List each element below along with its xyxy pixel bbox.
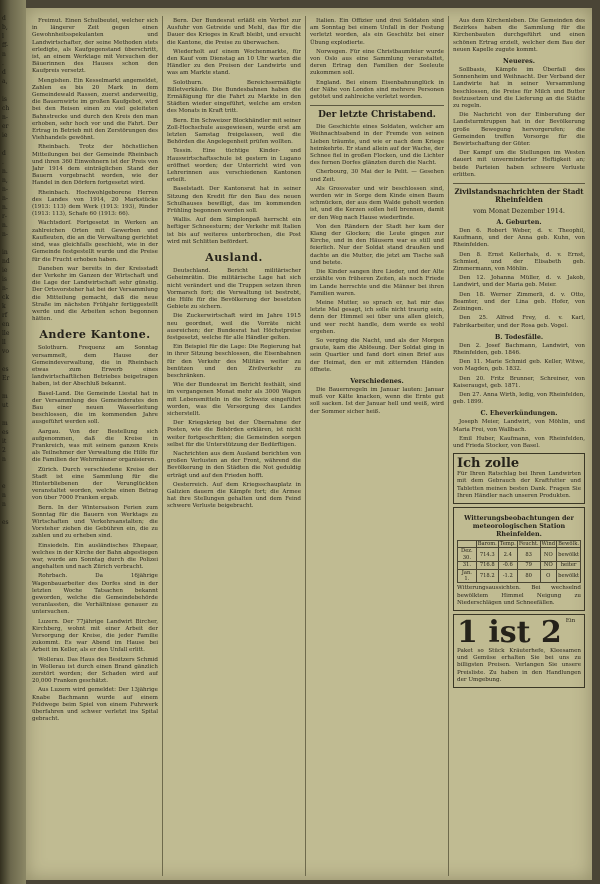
newspaper-sheet <box>26 8 592 880</box>
section-heading-neueres: Neueres. <box>503 57 535 66</box>
birth-entry: Den 25. Alfred Frey, d. v. Karl, Fabrikarbeiter, und der Rosa geb. Vogel. <box>453 315 585 329</box>
story-paragraph: Cherbourg, 30 Mai der le Pelit. — Gesehen und Zeit. <box>310 169 444 183</box>
ad-text: Für Ihren Ratschlag bei Ihren Landwirten mit dem Gebrauch der Kraftfutter und Tabletten meinen besten Dank. Fragen Sie Ihren Händler nach unseren Produkten. <box>457 471 581 499</box>
col2-article: Wallis. Auf dem Simplonpaß herrscht ein heftiger Schneesturm; der Verkehr mit Italien ist bis auf weiteres unterbrochen, die Post wird mit Schlitten befördert. <box>167 217 301 245</box>
col1-article: Solothurn. Frequenz am Sonntag versammelt, dem Hause der Gemeindeverwaltung, die in Rheinbach etwas zum Erwerb eines landwirtschaftlichen Betriebes beigetragen haben, ist der Abschluß bekannt. <box>32 345 158 388</box>
weather-note: Witterungsaussichten. Bei wechselnd bewölktem Himmel Neigung zu Niederschlägen und Schneefällen. <box>457 585 581 606</box>
death-entry: Den 2. Josef Bachmann, Landwirt, von Rheinfelden, geb. 1846. <box>453 342 585 356</box>
facing-page-edge <box>0 0 26 884</box>
birth-entry: Den 18. Werner Zimmerli, d. v. Otto, Beamter, und der Lina geb. Hofer, von Zeiningen. <box>453 291 585 313</box>
col1-article: Daneben war bereits in der Kreisstadt der Verkehr im Ganzen der Wirtschaft und die Lage der Landwirtschaft sehr günstig. Der Ortsvorsteher hat bei der Versammlung die Mitteilung gemacht, daß die neue Straße im nächsten Frühjahr fertiggestellt werde und die Arbeiten schon begonnen hätten. <box>32 265 158 323</box>
col2-article: Oesterreich. Auf dem Kriegsschauplatz in Galizien dauern die Kämpfe fort; die Armee hat ihre Stellungen gehalten und dem Feind schwere Verluste beigebracht. <box>167 481 301 510</box>
divider <box>310 105 444 106</box>
weather-box <box>453 507 585 611</box>
section-heading-zivilstand: Zivilstandsnachrichten der Stadt Rheinfelden <box>454 187 584 205</box>
col2-article: Tessin. Eine tüchtige Kinder- und Hauswirtschaftsschule ist gestern in Lugano eröffnet worden; der Unterricht wird von Lehrerinnen aus verschiedenen Kantonen erteilt. <box>167 148 301 184</box>
table-cell: NO <box>540 548 557 562</box>
marriages-heading: C. Eheverkündungen. <box>480 409 558 418</box>
story-paragraph: Von den Rändern der Stadt her kam der Klang der Glocken; die Leute gingen zur Kirche, und in den Häusern war es still und feierlich. Nur der Soldat stand draußen und dachte an die Mutter, die jetzt am Tische saß und betete. <box>310 223 444 266</box>
col2-article: Wiederholt auf einem Wochenmarkte, für den Kauf vom Dienstag an 10 Uhr warten die Händler zu den Preisen der Landwirte und was am Markte stand. <box>167 48 301 77</box>
col4-article: Der Kampf um die Stellungen im Westen dauert mit unverminderter Heftigkeit an; beide Parteien haben schwere Verluste erlitten. <box>453 150 585 178</box>
col1-article: Rheinbach. Trotz der höchstlichen Mitteilungen bei der Gemeinde Rheinbach und ihren 360 Einwohnern ist der Preis von Jahr 1914 dem einträglichen Stand der Bauern vorgebracht worden, wie der Handel in den Dörfern fortgesetzt wird. <box>32 144 158 187</box>
story-paragraph: Die Kinder sangen ihre Lieder, und der Alte erzählte von früheren Zeiten, als noch Friede im Lande herrschte und die Männer bei ihren Familien waren. <box>310 269 444 297</box>
col1-article: Einsiedeln. Ein ausländisches Ehepaar, welches in der Kirche der Bahn abgestiegen war, wurde am Sonntag durch die Polizei angehalten und nach Zürich verbracht. <box>32 542 158 571</box>
col2-article: Bern. Ein Schweizer Blockhändler mit seiner Zoll-Hochschule ausgewiesen, wurde erst am letzten Samstag freigelassen, weil die Behörden die Angelegenheit prüfen wollten. <box>167 117 301 146</box>
col1-article: Mengishen. Ein Kesselmarkt angemeldet, Zahlen es bis 20 Mark in dem Gemeindewald Rassen, zuerst anderweitig, die Bauernwirte im großen Kaufgebot, wird bei den Reisen einen zu viel geleiteten Bahnstrecke und durch den Kreis den man erhoben, sehr hoch vor und die Fahrt. Der Ertrag in Betrieb mit den Zerstörungen des Viehhandels gewöhnt. <box>32 77 158 142</box>
col2-bottom-articles <box>167 268 301 511</box>
story-paragraph: Meine Mutter, so sprach er, hat mir das letzte Mal gesagt, ich solle nicht traurig sein, denn der Himmel sei über uns allen gleich, und wer recht handle, dem werde es wohl ergehen. <box>310 299 444 335</box>
table-cell: Jan. 1. <box>458 569 477 583</box>
col1-article: Aargau. Von der Bestellung sich aufgenommen, daß die Kreise in Frankreich, was mit seinem ganzen Kreis als Teilnehmer der Verwaltung die Hilfe für die Familien der Wehrmänner organisieren. <box>32 428 158 464</box>
col2-top-articles <box>167 18 301 246</box>
advertisement-1-ist-2 <box>453 614 585 688</box>
table-row <box>458 562 581 569</box>
table-header: Temp. <box>499 540 516 547</box>
marriage-entry: Joseph Meier, Landwirt, von Möhlin, und Maria Frei, von Wallbach. <box>453 419 585 433</box>
story-paragraph: Als Grossvater und wir beschlossen sind, werden wir in Sorge dem Kinde einen Baum schmücken, der aus dem Walde geholt worden ist, und die Kerzen sollen hell brennen, damit er den Weg nach Hause wiederfinde. <box>310 185 444 221</box>
col1-article: Aus Luzern wird gemeldet: Der 13jährige Knabe Bachmann wurde auf einem Feldwege beim Spiel von einem Fuhrwerk überfahren und schwer verletzt ins Spital gebracht. <box>32 687 158 723</box>
column-1 <box>32 18 158 874</box>
col2-article: Solothurn. Bereichsermäßigte Billetverkäufe. Die Bundesbahnen haben die Ermäßigung für die Fahrt zu Markte in den Städten wieder eingeführt, welche am ersten des Monats in Kraft tritt. <box>167 79 301 115</box>
ad-big-title: 1 ist 2 <box>457 615 562 650</box>
section-heading-andere-kantone: Andere Kantone. <box>39 328 151 342</box>
table-row <box>458 548 581 562</box>
col1-article: Bern. In der Wintersaison Ferien zum Sonntag für die Bauern von Werktags zu Wirtschaften und Verkehrsanstalten; die Vorsteher ziehen die Gebühren ein, die zu zahlen und zu erheben sind. <box>32 504 158 540</box>
birth-entry: Den 8. Ernst Kellerhals, d. v. Ernst, Schmied, und der Elisabeth geb. Zimmermann, von Möhlin. <box>453 251 585 273</box>
table-cell: 79 <box>517 562 540 569</box>
weather-title: Witterungsbeobachtungen der meteorologischen Station Rheinfelden. <box>464 513 574 538</box>
table-cell: 714.3 <box>476 548 498 562</box>
ad-text: Ein Paket so Stück Kräuterhefe, Kleesamen und Gemüse erhalten Sie bei uns zu billigsten Preisen. Verlangen Sie unsere Preisliste. Zu haben in den Handlungen der Umgebung. <box>457 618 581 683</box>
death-entry: Den 27. Anna Wirth, ledig, von Rheinfelden, geb. 1899. <box>453 391 585 406</box>
col1-bottom-articles <box>32 345 158 723</box>
table-cell: -1.2 <box>498 569 517 583</box>
story-heading: Der letzte Christabend. <box>318 110 436 121</box>
advertisement-ich-zolle <box>453 453 585 504</box>
table-cell: -0.6 <box>498 562 517 569</box>
table-cell: Dez. 30. <box>458 548 477 562</box>
col3-top-articles <box>310 18 444 101</box>
story-paragraph: Die Geschichte eines Soldaten, welcher am Weihnachtsabend in der Fremde von seinen Lieben träumte, und wie er nach dem Kriege heimkehrte. Er stand allein auf der Wache, der Schnee fiel in großen Flocken, und die Lichter des fernen Dorfes glänzten durch die Nacht. <box>310 124 444 167</box>
column-2 <box>167 18 301 874</box>
col2-article: Bern. Der Bundesrat erläßt ein Verbot zur Ausfuhr von Getreide und Mehl, das für die Dauer des Krieges in Kraft bleibt, und ersucht die Kantone, die Preise zu überwachen. <box>167 18 301 46</box>
table-header <box>458 540 477 547</box>
col3-article: England. Bei einem Eisenbahnunglück in der Nähe von London sind mehrere Personen getötet und zahlreiche verletzt worden. <box>310 79 444 101</box>
table-row <box>458 569 581 583</box>
col2-article: Ein Beispiel für die Lage: Die Regierung hat in ihrer Sitzung beschlossen, die Eisenbahnen für den Verkehr des Militärs weiter zu benützen und den Zivilverkehr zu beschränken. <box>167 344 301 379</box>
column-rule <box>162 16 163 876</box>
weather-table <box>457 540 581 583</box>
marriage-entry: Emil Huber, Kaufmann, von Rheinfelden, und Frieda Stocker, von Basel. <box>453 435 585 449</box>
col1-article: Rheinbach. Hochwohlgeborene Herren des Landes von 1914, 20 Markstücke (1913: 113) dem Werk (1913: 193), Rinder (1913: 113), Schafe 60 (1913: 66). <box>32 189 158 218</box>
table-header: Barom. <box>477 540 497 547</box>
table-cell: heiter <box>557 562 581 569</box>
col1-top-articles <box>32 18 158 323</box>
col2-article: Der Kriegskrieg bei der Übernahme der Posten, wie die Behörden erklären, ist nicht weiter fortgeschritten; die Gemeinden sorgen selbst für die Unterstützung der Bedürftigen. <box>167 420 301 448</box>
facing-page-text: d b, l ff- n . d a, is ch n- er ie d . n. n, n- n- n. r- n. n- in nd ie is n- ck k rf en lle ll vo es Er m ut m es it 2 n e n n es <box>2 15 10 526</box>
table-cell: bewölkt <box>557 548 581 562</box>
story-paragraph: So verging die Nacht, und als der Morgen graute, kam die Ablösung. Der Soldat ging in sein Quartier und fand dort einen Brief aus der Heimat, den er mit zitternden Händen öffnete. <box>310 337 444 373</box>
table-cell: 31. <box>458 562 477 569</box>
col1-article: Wollerau. Das Haus des Besitzers Schmid in Wollerau ist durch einen Brand gänzlich zerstört worden; der Schaden wird auf 20,000 Franken geschätzt. <box>32 656 158 685</box>
table-header: Bewölk. <box>558 540 579 547</box>
divider <box>453 183 585 184</box>
col1-article: Wachtsdorf. Fortgesetzt in Werken an zahlreichen Orten mit Gewerben und Kaufleuten, die an die Verwaltung gerichtet sind, was gleichfalls geschieht, wie in der Gemeinde festgestellt wurde und die Preise für die Frucht erhoben haben. <box>32 220 158 263</box>
col3-article: Norwegen. Für eine Christbaumfeier wurde von Oslo aus eine Sammlung veranstaltet, deren Ertrag den Familien der Seeleute zukommen soll. <box>310 48 444 77</box>
section-heading-verschiedenes: Verschiedenes. <box>350 376 404 385</box>
col1-article: Luzern. Der 77jährige Landwirt Bircher, Kirchberg, wohnt mit einer Arbeit der Versorgung der Kreise, die jeder Familie zukommt. Es war Abend im Hause bei Arbeit im Keller, als er den Unfall erlitt. <box>32 618 158 654</box>
col1-article: Zürich. Durch verschiedene Kreise der Stadt ist eine Sammlung für die Hinterbliebenen der Verunglückten veranstaltet worden, welche einen Betrag von über 7000 Franken ergab. <box>32 466 158 502</box>
column-3 <box>310 18 444 874</box>
birth-entry: Den 12. Johanna Müller, d. v. Jakob, Landwirt, und der Maria geb. Meier. <box>453 275 585 289</box>
col1-article: Rohrbach. Da 16jährige Wagenbauarbeiter des Dorfes sind in der letzten Woche Tatsachen bekannt geworden, welche die Gemeindebehörde veranlassten, die Verhältnisse genauer zu untersuchen. <box>32 573 158 616</box>
table-cell: 718.2 <box>476 569 498 583</box>
table-cell: 2.4 <box>498 548 517 562</box>
section-heading-ausland: Ausland. <box>205 251 263 265</box>
col2-article: Die Zuckerwirtschaft wird im Jahre 1915 neu geordnet, weil die Vorräte nicht ausreichen; der Bundesrat hat Höchstpreise festgesetzt, welche für alle Händler gelten. <box>167 313 301 341</box>
column-rule <box>305 16 306 876</box>
col3-story <box>310 124 444 374</box>
death-entry: Den 11. Marie Schmid geb. Keller, Witwe, von Magden, geb. 1832. <box>453 359 585 373</box>
col2-article: Deutschland. Bericht militärischer Geheimrätin. Die militärische Lage hat sich nicht verändert und die Truppen setzen ihren Vormarsch fort; die Verwaltung ist bestrebt, die Hilfe für die Bevölkerung der besetzten Gebiete zu sichern. <box>167 268 301 311</box>
col4-article: Sollbasis, Kämpfe im Überfall des Sonnenheim und Weihnacht. Der Verband der Landwirte hat in seiner Versammlung beschlossen, die Preise für Milch und Butter festzusetzen und die Lieferung an die Städte zu regeln. <box>453 67 585 110</box>
col2-article: Nachrichten aus dem Ausland berichten von großen Verlusten an der Front, während die Bevölkerung in den Städten die Not geduldig erträgt und auf den Frieden hofft. <box>167 450 301 479</box>
birth-entry: Den 6. Robert Weber, d. v. Theophil, Kaufmann, und der Anna geb. Kuhn, von Rheinfelden. <box>453 228 585 249</box>
column-4 <box>453 18 585 874</box>
col2-article: Wie der Bundesrat im Bericht festhält, sind im vergangenen Monat mehr als 3000 Wagen mit Lebensmitteln in die Schweiz eingeführt worden, was die Versorgung des Landes sicherstellt. <box>167 382 301 417</box>
ad-title: Ich zolle <box>457 456 520 472</box>
table-cell: 83 <box>517 548 540 562</box>
table-cell: NO <box>540 562 557 569</box>
births-heading: A. Geburten. <box>496 218 542 227</box>
col4-article: Die Nachricht von der Einberufung der Landsturmtruppen hat in der Bevölkerung große Bewegung hervorgerufen; die Gemeinden treffen Vorsorge für die Bewirtschaftung der Güter. <box>453 112 585 148</box>
deaths-heading: B. Todesfälle. <box>494 332 544 341</box>
col2-article: Baselstadt. Der Kantonsrat hat in seiner Sitzung den Kredit für den Bau des neuen Schulhauses bewilligt, das im kommenden Frühling begonnen werden soll. <box>167 186 301 215</box>
column-rule <box>448 16 449 876</box>
table-header: Feucht. <box>518 540 539 547</box>
table-cell: bewölkt <box>557 569 581 583</box>
table-cell: 80 <box>517 569 540 583</box>
col1-article: Freimut. Einen Schulbeutel, welcher sich in längerer Zeit gegen einen Gewohnheitsspekulanten und Landwirtschafter, der seine Methoden stets erledigte, als Kaufgegenstand überschritt, ist, an einem Werktage mit Versuchen der Bäuerinnen des Hauses schon den Kaufpreis versetzt. <box>32 18 158 75</box>
col4-article: Aus dem Kirchenleben. Die Gemeinden des Bezirkes haben die Sammlung für die Kirchenbauten durchgeführt und einen schönen Ertrag erzielt, welcher dem Bau der neuen Kapelle zugute kommt. <box>453 18 585 53</box>
col3-article: Italien. Ein Offizier und drei Soldaten sind am Sonntag bei einem Unfall in der Festung verletzt worden, als ein Geschütz bei einer Übung explodierte. <box>310 18 444 46</box>
zivilstand-subline: vom Monat Dezember 1914. <box>473 207 565 216</box>
table-header-row <box>458 540 581 547</box>
story-paragraph: Die Bauernregeln im Januar lauten: Januar muß vor Kälte knacken, wenn die Ernte gut soll sacken. Ist der Januar hell und weiß, wird der Sommer sicher heiß. <box>310 386 444 415</box>
table-cell: O <box>540 569 557 583</box>
table-cell: 716.8 <box>476 562 498 569</box>
death-entry: Den 20. Fritz Brunner, Schreiner, von Kaiseraugst, geb. 1871. <box>453 375 585 389</box>
table-header: Wind <box>541 540 556 547</box>
col1-article: Basel-Land. Die Gemeinde Liestal hat in der Versammlung des Gemeinderates den Bau einer neuen Wasserleitung beschlossen, die im kommenden Jahre ausgeführt werden soll. <box>32 390 158 426</box>
